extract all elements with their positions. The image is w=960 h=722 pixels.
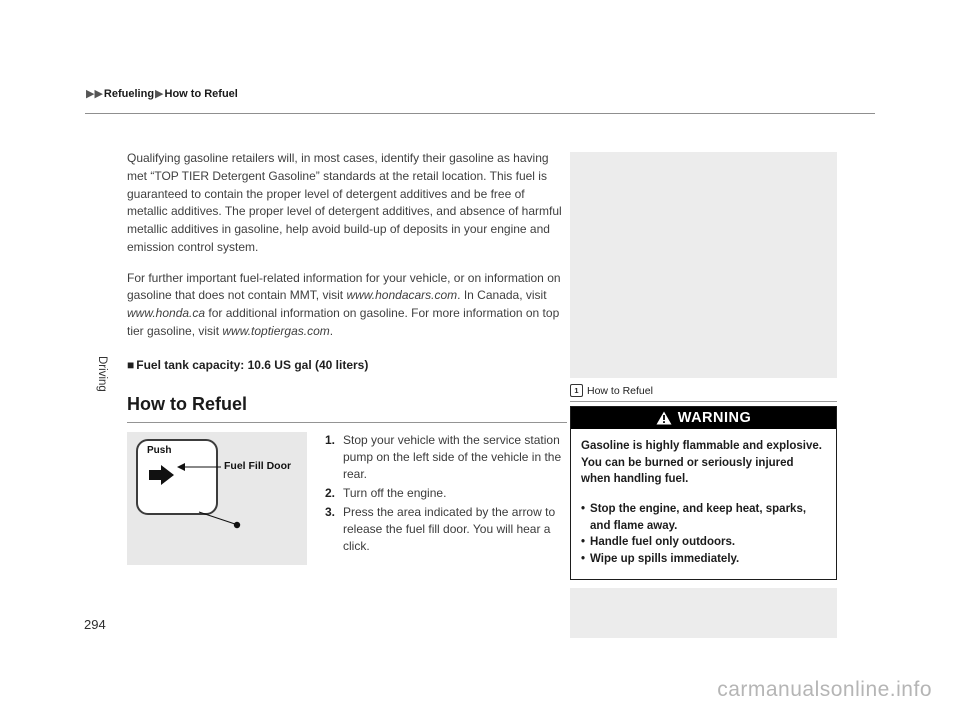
step-1-number: 1.: [325, 432, 336, 447]
fuel-fill-door-illustration: [127, 432, 307, 565]
step-1-text: Stop your vehicle with the service station pump on the left side of the vehicle in the rear.: [343, 432, 562, 481]
section-heading-how-to-refuel: How to Refuel: [127, 393, 247, 414]
step-2-number: 2.: [325, 485, 336, 500]
warning-bullet-1-text: Stop the engine, and keep heat, sparks, and flame away.: [590, 503, 807, 532]
link-toptiergas: www.toptiergas.com: [222, 323, 330, 338]
section-heading-rule: [127, 422, 567, 423]
header-rule: [85, 113, 875, 114]
watermark: carmanualsonline.info: [717, 678, 932, 701]
step-1: [325, 432, 565, 483]
breadcrumb-separator-icon: ▶: [155, 88, 164, 100]
release-point-dot: [234, 521, 240, 527]
warning-box: [570, 406, 837, 580]
chapter-tab-driving: Driving: [96, 356, 108, 392]
push-label: Push: [147, 444, 172, 456]
para2-text-2: . In Canada, visit: [457, 288, 547, 303]
warning-title: WARNING: [677, 410, 752, 426]
warning-intro: Gasoline is highly flammable and explosive. You can be burned or seriously injured when handling fuel.: [581, 440, 822, 486]
breadcrumb: [85, 87, 238, 100]
warning-header: [571, 407, 836, 429]
step-3-text: Press the area indicated by the arrow to release the fuel fill door. You will hear a click.: [343, 504, 556, 553]
aside-gray-panel-top: [570, 152, 837, 378]
step-2: [325, 485, 565, 502]
warning-bullet-3-text: Wipe up spills immediately.: [590, 553, 740, 566]
release-leader-line: [199, 512, 235, 524]
bullet-icon: •: [581, 553, 586, 566]
warning-bullet-3: [581, 551, 826, 568]
bullet-icon: •: [581, 503, 586, 516]
fuel-fill-door-label: Fuel Fill Door: [224, 459, 292, 472]
reference-icon: 1: [570, 384, 583, 397]
warning-triangle-icon: [656, 411, 672, 425]
para2-text-3: for additional information on gasoline. For more information on top tier gasoline, visit: [127, 306, 560, 338]
fuel-tank-capacity-label: Fuel tank capacity: 10.6 US gal (40 liters): [136, 357, 369, 372]
step-2-text: Turn off the engine.: [343, 485, 447, 500]
paragraph-fuel-info: [127, 270, 567, 341]
reference-label: How to Refuel: [587, 384, 653, 397]
breadcrumb-current: How to Refuel: [164, 88, 238, 100]
warning-bullet-2: [581, 534, 826, 551]
breadcrumb-section: Refueling: [103, 88, 155, 100]
link-hondacars: www.hondacars.com: [346, 288, 458, 303]
warning-body: [571, 429, 836, 579]
paragraph-gasoline-standards: Qualifying gasoline retailers will, in most cases, identify their gasoline as having met “TOP TIER Detergent Gasoline” standards at the retail location. This fuel is guaranteed to contain the proper level of detergent additives and be free of metallic additives. The proper level of detergent additives, and absence of harmful metallic additives in gasoline, help avoid build-up of deposits in your engine and emission control system.: [127, 151, 562, 254]
step-3: [325, 504, 565, 555]
aside-column: [570, 152, 837, 638]
aside-gray-panel-bottom: [570, 588, 837, 638]
page-number: 294: [84, 617, 106, 632]
link-honda-ca: www.honda.ca: [127, 306, 206, 320]
main-content: [127, 150, 567, 565]
para2-text-4: .: [329, 323, 334, 338]
step-3-number: 3.: [325, 504, 336, 519]
reference-rule: [570, 401, 837, 402]
breadcrumb-arrows-icon: ▶▶: [86, 88, 103, 100]
fuel-tank-capacity: [127, 358, 567, 372]
para2-text-1: For further important fuel-related information for your vehicle, or on information on gasoline that does not contain MMT, visit: [127, 270, 561, 303]
refuel-instruction-row: [127, 432, 567, 565]
square-marker-icon: ■: [127, 357, 135, 372]
reference-note: [570, 378, 837, 401]
bullet-icon: •: [581, 536, 586, 549]
refuel-steps-list: [325, 432, 565, 565]
warning-bullet-1: [581, 501, 826, 534]
warning-bullet-2-text: Handle fuel only outdoors.: [590, 536, 736, 549]
warning-bullet-list: [581, 501, 826, 568]
